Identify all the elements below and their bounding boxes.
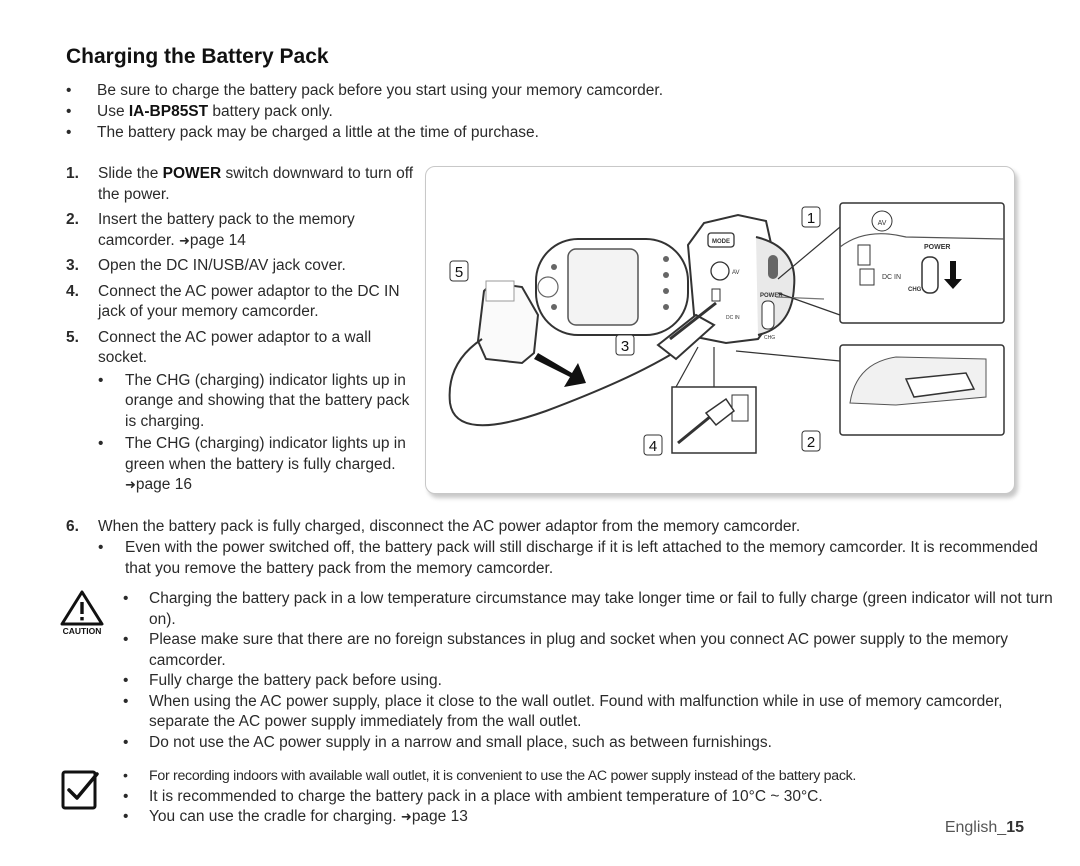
step-text: When the battery pack is fully charged, disconnect the AC power adaptor from the memory camcorder.	[98, 518, 801, 535]
detail-inset-battery	[840, 345, 1004, 435]
step-6	[66, 516, 1056, 579]
step-number: 6.	[66, 518, 79, 535]
inset-av-label: AV	[877, 220, 887, 227]
page-ref: page 16	[135, 476, 192, 493]
caution-text: Fully charge the battery pack before using.	[149, 672, 442, 689]
step-number: 2.	[66, 211, 79, 228]
step-number: 5.	[66, 328, 79, 346]
caution-block	[52, 588, 112, 641]
sub-bullet-text: The CHG (charging) indicator lights up in green when the battery is fully charged.	[125, 435, 406, 473]
av-label: AV	[732, 270, 740, 276]
page-footer	[945, 819, 1024, 837]
page-ref: page 13	[411, 808, 468, 825]
note-item	[123, 787, 1053, 808]
intro-text: Use	[97, 103, 129, 120]
step-text: Open the DC IN/USB/AV jack cover.	[98, 257, 346, 274]
step-text: switch downward to turn off the power.	[98, 165, 414, 203]
step-2	[66, 210, 416, 251]
caution-text: Do not use the AC power supply in a narrow and small place, such as between furnishings.	[149, 733, 772, 751]
note-item	[123, 807, 1053, 828]
arrow-right-icon: ➜	[400, 809, 412, 824]
inset-chg-label: CHG	[908, 287, 922, 293]
callout-5: 5	[454, 264, 464, 281]
note-text: It is recommended to charge the battery pack in a place with ambient temperature of 10°C ~ 30°C.	[149, 787, 823, 805]
arrow-right-icon: ➜	[178, 232, 190, 248]
page-title: Charging the Battery Pack	[66, 45, 329, 68]
caution-label: CAUTION	[62, 626, 102, 636]
callout-2: 2	[806, 434, 816, 451]
step-5	[66, 328, 416, 496]
power-label: POWER	[162, 165, 222, 182]
step-text: Connect the AC power adaptor to a wall socket.	[98, 328, 372, 366]
warning-triangle-icon	[52, 588, 112, 636]
caution-text: When using the AC power supply, place it close to the wall outlet. Found with malfunction while in use of memory camcorder, separate the AC power supply immediately from the wall outlet.	[149, 692, 1003, 730]
step-3	[66, 256, 416, 277]
caution-text: Charging the battery pack in a low temperature circumstance may take longer time or fail to fully charge (green indicator will not turn on).	[149, 590, 1053, 628]
sub-bullet	[98, 537, 1056, 579]
sub-bullet-text: Even with the power switched off, the battery pack will still discharge if it is left attached to the memory camcorder. It is recommended that you remove the battery pack from the memory camcorder.	[125, 539, 1038, 577]
note-text: You can use the cradle for charging.	[149, 808, 401, 825]
sub-bullet	[98, 371, 416, 433]
intro-text: battery pack only.	[208, 103, 333, 120]
charging-illustration	[425, 166, 1015, 494]
intro-item	[66, 101, 1046, 122]
sub-bullet	[98, 434, 416, 496]
caution-item	[123, 589, 1053, 630]
caution-item	[123, 733, 1053, 754]
step-number: 4.	[66, 282, 79, 300]
model-name: IA-BP85ST	[128, 103, 209, 120]
note-item	[123, 766, 1053, 787]
step-text: Insert the battery pack to the memory camcorder.	[98, 211, 355, 249]
caution-item	[123, 630, 1053, 671]
page-ref: page 14	[189, 231, 246, 249]
dc-in-label: DC IN	[726, 315, 740, 321]
caution-item	[123, 692, 1053, 733]
caution-item	[123, 671, 1053, 692]
notes-list	[123, 766, 1053, 828]
callout-1: 1	[806, 210, 816, 227]
step-4	[66, 282, 416, 323]
intro-text: Be sure to charge the battery pack before you start using your memory camcorder.	[97, 82, 664, 99]
caution-list	[123, 589, 1053, 753]
inset-dc-in-label: DC IN	[882, 274, 902, 281]
note-check-icon	[57, 768, 103, 814]
arrow-right-icon: ➜	[125, 477, 136, 492]
footer-language: English_	[944, 819, 1007, 836]
step-1	[66, 164, 416, 205]
intro-item	[66, 80, 1046, 101]
push-arrow-5	[534, 353, 586, 387]
callout-4: 4	[648, 438, 658, 455]
chg-label: CHG	[764, 335, 776, 341]
inset-power-label: POWER	[924, 244, 951, 251]
caution-text: Please make sure that there are no foreign substances in plug and socket when you connect AC power supply to the memory camcorder.	[149, 631, 1009, 669]
intro-text: The battery pack may be charged a little at the time of purchase.	[97, 124, 539, 141]
sub-bullet-text: The CHG (charging) indicator lights up in orange and showing that the battery pack is charging.	[125, 371, 410, 430]
mode-label: MODE	[712, 239, 730, 245]
step-text: Slide the	[98, 165, 163, 182]
step-6-main	[66, 516, 1056, 579]
intro-list	[66, 80, 1046, 143]
charging-diagram	[426, 167, 1014, 493]
camcorder-lcd	[536, 239, 688, 335]
step-number: 3.	[66, 257, 79, 274]
detail-inset-plug	[672, 387, 756, 453]
step-number: 1.	[66, 165, 79, 182]
note-text: For recording indoors with available wall outlet, it is convenient to use the AC power supply instead of the battery pack.	[149, 768, 857, 784]
intro-item	[66, 122, 1046, 143]
detail-inset-power	[840, 203, 1004, 323]
page-number: 15	[1006, 819, 1024, 836]
step-text: Connect the AC power adaptor to the DC IN jack of your memory camcorder.	[98, 282, 400, 320]
power-switch-label: POWER	[760, 293, 783, 299]
callout-3: 3	[620, 338, 630, 355]
steps-list	[66, 164, 416, 501]
